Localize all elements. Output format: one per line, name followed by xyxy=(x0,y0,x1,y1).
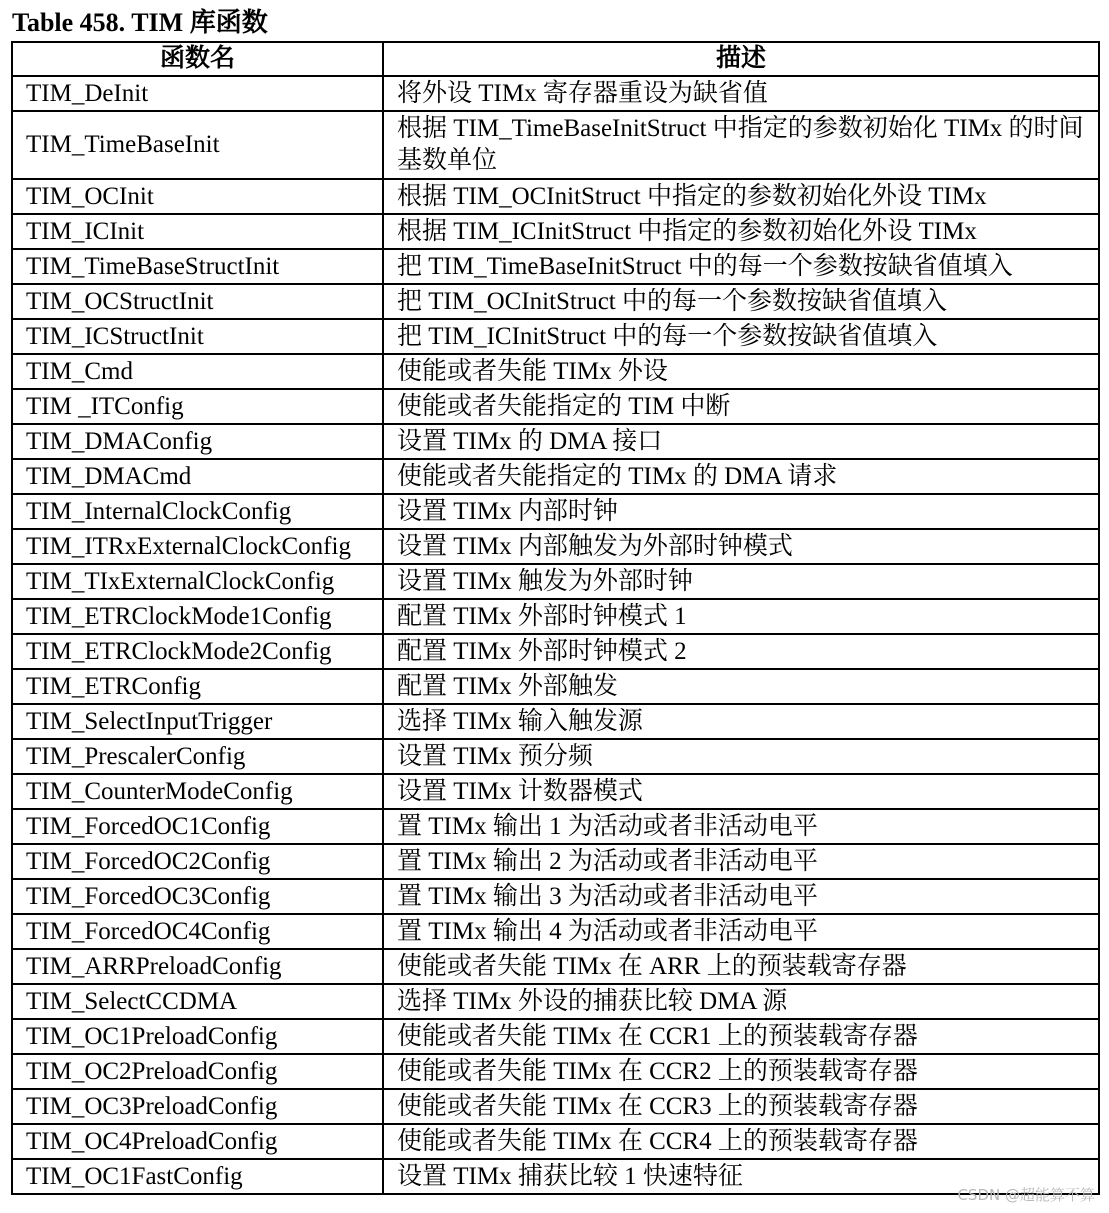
table-row xyxy=(12,249,1099,284)
column-header-description: 描述 xyxy=(383,42,1099,76)
table-row xyxy=(12,564,1099,599)
table-header-row xyxy=(12,42,1099,76)
function-name-cell: TIM_CounterModeConfig xyxy=(12,774,383,809)
function-name-cell: TIM_Cmd xyxy=(12,354,383,389)
tim-library-functions-table xyxy=(11,41,1100,1195)
description-cell: 设置 TIMx 预分频 xyxy=(383,739,1099,774)
table-row xyxy=(12,844,1099,879)
table-row xyxy=(12,1124,1099,1159)
table-row xyxy=(12,739,1099,774)
function-name-cell: TIM_ICInit xyxy=(12,214,383,249)
description-cell: 配置 TIMx 外部触发 xyxy=(383,669,1099,704)
function-name-cell: TIM_OC4PreloadConfig xyxy=(12,1124,383,1159)
function-name-cell: TIM_ARRPreloadConfig xyxy=(12,949,383,984)
function-name-cell: TIM_TIxExternalClockConfig xyxy=(12,564,383,599)
function-name-cell: TIM_ForcedOC3Config xyxy=(12,879,383,914)
description-cell: 选择 TIMx 输入触发源 xyxy=(383,704,1099,739)
description-cell: 把 TIM_ICInitStruct 中的每一个参数按缺省值填入 xyxy=(383,319,1099,354)
function-name-cell: TIM_ETRClockMode1Config xyxy=(12,599,383,634)
description-cell: 置 TIMx 输出 1 为活动或者非活动电平 xyxy=(383,809,1099,844)
table-row xyxy=(12,914,1099,949)
description-cell: 把 TIM_TimeBaseInitStruct 中的每一个参数按缺省值填入 xyxy=(383,249,1099,284)
description-cell: 设置 TIMx 的 DMA 接口 xyxy=(383,424,1099,459)
description-cell: 根据 TIM_OCInitStruct 中指定的参数初始化外设 TIMx xyxy=(383,179,1099,214)
description-cell: 使能或者失能指定的 TIMx 的 DMA 请求 xyxy=(383,459,1099,494)
csdn-watermark: CSDN @超能算不算 xyxy=(957,1186,1095,1204)
description-cell: 根据 TIM_TimeBaseInitStruct 中指定的参数初始化 TIMx 的时间基数单位 xyxy=(383,111,1099,179)
function-name-cell: TIM_ICStructInit xyxy=(12,319,383,354)
table-row xyxy=(12,1019,1099,1054)
description-cell: 设置 TIMx 触发为外部时钟 xyxy=(383,564,1099,599)
function-name-cell: TIM_OC2PreloadConfig xyxy=(12,1054,383,1089)
table-row xyxy=(12,284,1099,319)
table-row xyxy=(12,459,1099,494)
function-name-cell: TIM_ETRConfig xyxy=(12,669,383,704)
function-name-cell: TIM_TimeBaseStructInit xyxy=(12,249,383,284)
description-cell: 设置 TIMx 内部触发为外部时钟模式 xyxy=(383,529,1099,564)
function-name-cell: TIM_DMACmd xyxy=(12,459,383,494)
function-name-cell: TIM_OC1FastConfig xyxy=(12,1159,383,1194)
table-row xyxy=(12,111,1099,179)
table-row xyxy=(12,76,1099,111)
description-cell: 将外设 TIMx 寄存器重设为缺省值 xyxy=(383,76,1099,111)
table-row xyxy=(12,424,1099,459)
description-cell: 根据 TIM_ICInitStruct 中指定的参数初始化外设 TIMx xyxy=(383,214,1099,249)
function-name-cell: TIM_ForcedOC4Config xyxy=(12,914,383,949)
column-header-function-name: 函数名 xyxy=(12,42,383,76)
function-name-cell: TIM_SelectInputTrigger xyxy=(12,704,383,739)
table-row xyxy=(12,494,1099,529)
table-row xyxy=(12,179,1099,214)
function-name-cell: TIM_OC3PreloadConfig xyxy=(12,1089,383,1124)
function-name-cell: TIM_SelectCCDMA xyxy=(12,984,383,1019)
table-row xyxy=(12,1054,1099,1089)
description-cell: 设置 TIMx 内部时钟 xyxy=(383,494,1099,529)
description-cell: 使能或者失能 TIMx 在 ARR 上的预装载寄存器 xyxy=(383,949,1099,984)
table-row xyxy=(12,1159,1099,1194)
description-cell: 使能或者失能 TIMx 在 CCR3 上的预装载寄存器 xyxy=(383,1089,1099,1124)
table-row xyxy=(12,1089,1099,1124)
description-cell: 设置 TIMx 捕获比较 1 快速特征 xyxy=(383,1159,1099,1194)
function-name-cell: TIM_ITRxExternalClockConfig xyxy=(12,529,383,564)
function-name-cell: TIM_TimeBaseInit xyxy=(12,111,383,179)
table-caption: Table 458. TIM 库函数 xyxy=(12,8,268,37)
table-row xyxy=(12,634,1099,669)
description-cell: 配置 TIMx 外部时钟模式 1 xyxy=(383,599,1099,634)
function-name-cell: TIM_OCInit xyxy=(12,179,383,214)
table-row xyxy=(12,599,1099,634)
table-row xyxy=(12,879,1099,914)
function-name-cell: TIM_ForcedOC1Config xyxy=(12,809,383,844)
description-cell: 使能或者失能 TIMx 外设 xyxy=(383,354,1099,389)
function-name-cell: TIM_DMAConfig xyxy=(12,424,383,459)
description-cell: 置 TIMx 输出 2 为活动或者非活动电平 xyxy=(383,844,1099,879)
description-cell: 置 TIMx 输出 3 为活动或者非活动电平 xyxy=(383,879,1099,914)
table-row xyxy=(12,214,1099,249)
description-cell: 使能或者失能 TIMx 在 CCR4 上的预装载寄存器 xyxy=(383,1124,1099,1159)
function-name-cell: TIM_ETRClockMode2Config xyxy=(12,634,383,669)
description-cell: 使能或者失能 TIMx 在 CCR2 上的预装载寄存器 xyxy=(383,1054,1099,1089)
description-cell: 把 TIM_OCInitStruct 中的每一个参数按缺省值填入 xyxy=(383,284,1099,319)
function-name-cell: TIM_ForcedOC2Config xyxy=(12,844,383,879)
function-name-cell: TIM_OCStructInit xyxy=(12,284,383,319)
table-row xyxy=(12,354,1099,389)
description-cell: 使能或者失能指定的 TIM 中断 xyxy=(383,389,1099,424)
function-name-cell: TIM_InternalClockConfig xyxy=(12,494,383,529)
table-row xyxy=(12,774,1099,809)
table-row xyxy=(12,949,1099,984)
description-cell: 选择 TIMx 外设的捕获比较 DMA 源 xyxy=(383,984,1099,1019)
function-name-cell: TIM_OC1PreloadConfig xyxy=(12,1019,383,1054)
description-cell: 配置 TIMx 外部时钟模式 2 xyxy=(383,634,1099,669)
function-name-cell: TIM _ITConfig xyxy=(12,389,383,424)
description-cell: 设置 TIMx 计数器模式 xyxy=(383,774,1099,809)
table-row xyxy=(12,389,1099,424)
table-row xyxy=(12,809,1099,844)
description-cell: 置 TIMx 输出 4 为活动或者非活动电平 xyxy=(383,914,1099,949)
table-row xyxy=(12,319,1099,354)
function-name-cell: TIM_DeInit xyxy=(12,76,383,111)
table-row xyxy=(12,704,1099,739)
table-row xyxy=(12,984,1099,1019)
table-row xyxy=(12,669,1099,704)
function-name-cell: TIM_PrescalerConfig xyxy=(12,739,383,774)
table-row xyxy=(12,529,1099,564)
description-cell: 使能或者失能 TIMx 在 CCR1 上的预装载寄存器 xyxy=(383,1019,1099,1054)
